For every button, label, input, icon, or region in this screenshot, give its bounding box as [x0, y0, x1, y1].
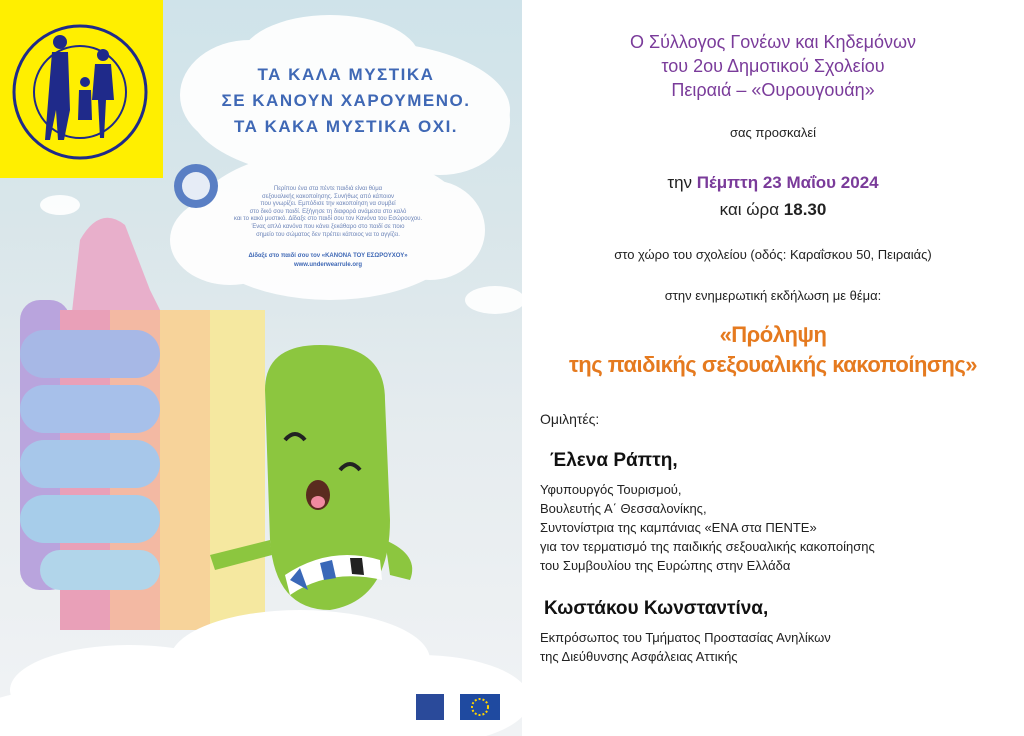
organizer-heading: Ο Σύλλογος Γονέων και Κηδεμόνων του 2ου Δημοτικού Σχολείου Πειραιά – «Ουρουγουάη» [629, 32, 917, 100]
event-topic: «Πρόληψη της παιδικής σεξουαλικής κακοποίησης» [568, 322, 978, 377]
invites-text: σας προσκαλεί [729, 125, 817, 140]
poster-body-text: Περίπου ένα στα πέντε παιδιά είναι θύμα σεξουαλικής κακοποίησης. Συνήθως από κάποιον που γνωρίζει. Εμπόδισε την κακοποίηση να συμβεί στο δικό σου παιδί. Εξήγησε τη διαφορά ανάμεσα στο καλό και το κακό μυστικό. Δίδαξε στο παιδί σου τον Κανόνα του Εσώρουχου. Ένας απλό κανόνα που κάνει ξεκάθαρο στο παιδί σε ποιο σημείο του σώματος δεν πρέπει κάποιος να το αγγίζει. [233, 186, 423, 238]
one-in-five-logo-icon [416, 694, 444, 720]
event-time: και ώρα 18.30 [719, 200, 827, 219]
event-place: στο χώρο του σχολείου (οδός: Καραΐσκου 50, Πειραιάς) [614, 247, 932, 262]
poster-url[interactable]: www.underwearrule.org [293, 262, 363, 268]
speaker-name: Κωστάκου Κωνσταντίνα, [544, 598, 769, 619]
invitation-panel [522, 0, 1024, 736]
poster-cta: Δίδαξε στο παιδί σου τον «ΚΑΝΟΝΑ ΤΟΥ ΕΣΩΡΟΥΧΟΥ» [248, 253, 408, 259]
association-logo [0, 0, 163, 178]
event-date: την Πέμπτη 23 Μαΐου 2024 [667, 173, 879, 192]
speaker-roles: Υφυπουργός Τουρισμού, Βουλευτής Α΄ Θεσσαλονίκης, Συντονίστρια της καμπάνιας «ΕΝΑ στα ΠΕΝΤΕ» για τον τερματισμό της παιδικής σεξουαλικής κακοποίησης του Συμβουλίου της Ευρώπης στην Ελλάδα [540, 482, 875, 573]
partner-logos [412, 690, 512, 730]
family-logo-icon [0, 0, 163, 178]
council-of-europe-logo-icon [460, 694, 500, 720]
speakers-label: Ομιλητές: [540, 411, 600, 427]
event-theme-intro: στην ενημερωτική εκδήλωση με θέμα: [664, 288, 882, 303]
poster-title: ΤΑ ΚΑΛΑ ΜΥΣΤΙΚΑ ΣΕ ΚΑΝΟΥΝ ΧΑΡΟΥΜΕΝΟ. ΤΑ ΚΑΚΑ ΜΥΣΤΙΚΑ ΟΧΙ. [221, 65, 471, 136]
speaker-roles: Εκπρόσωπος του Τμήματος Προστασίας Ανηλίκων της Διεύθυνσης Ασφάλειας Αττικής [540, 630, 831, 664]
speaker-name: Έλενα Ράπτη, [550, 450, 678, 471]
